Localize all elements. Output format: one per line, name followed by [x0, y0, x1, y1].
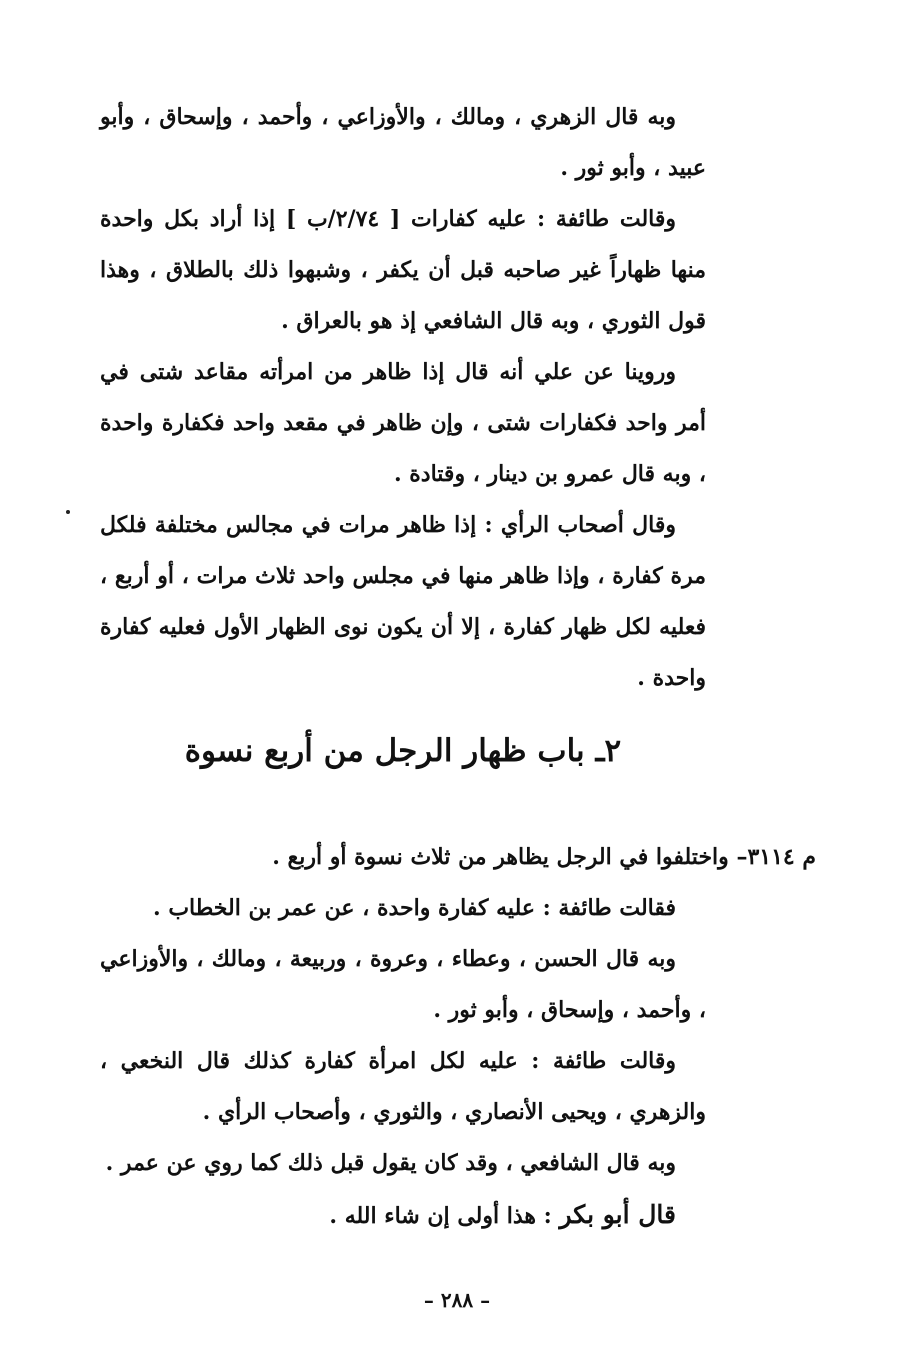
item-text: واختلفوا في الرجل يظاهر من ثلاث نسوة أو أربع .	[272, 844, 729, 870]
margin-dot	[66, 510, 70, 514]
paragraph-6: وبه قال الحسن ، وعطاء ، وعروة ، وربيعة ، ومالك ، والأوزاعي ، وأحمد ، وإسحاق ، وأبو ثور .	[100, 946, 706, 1023]
closing-line	[100, 1189, 706, 1242]
bottom-section	[100, 832, 816, 1242]
closing-text: : هذا أولى إن شاء الله .	[329, 1203, 552, 1229]
paragraph-7: وقالت طائفة : عليه لكل امرأة كفارة كذلك قال النخعي ، والزهري ، ويحيى الأنصاري ، والثوري ، وأصحاب الرأي .	[100, 1048, 706, 1125]
paragraph-5: فقالت طائفة : عليه كفارة واحدة ، عن عمر بن الخطاب .	[153, 895, 676, 921]
paragraph-4: وقال أصحاب الرأي : إذا ظاهر مرات في مجالس مختلفة فلكل مرة كفارة ، وإذا ظاهر منها في مجلس واحد ثلاث مرات ، أو أربع ، فعليه لكل ظهار كفارة ، إلا أن يكون نوى الظهار الأول فعليه كفارة واحدة .	[100, 512, 706, 691]
top-section	[100, 92, 706, 704]
chapter-heading: ٢ـ باب ظهار الرجل من أربع نسوة	[184, 733, 622, 769]
paragraph-1: وبه قال الزهري ، ومالك ، والأوزاعي ، وأحمد ، وإسحاق ، وأبو عبيد ، وأبو ثور .	[100, 104, 706, 181]
paragraph-3: وروينا عن علي أنه قال إذا ظاهر من امرأته مقاعد شتى في أمر واحد فكفارات شتى ، وإن ظاهر في مقعد واحد فكفارة واحدة ، وبه قال عمرو بن دينار ، وقتادة .	[100, 359, 706, 487]
paragraph-2: وقالت طائفة : عليه كفارات [ ٢/٧٤/ب ] إذا أراد بكل واحدة منها ظهاراً غير صاحبه قبل أن يكفر ، وشبهوا ذلك بالطلاق ، وهذا قول الثوري ، وبه قال الشافعي إذ هو بالعراق .	[100, 206, 706, 334]
item-line	[100, 832, 816, 883]
paragraph-8: وبه قال الشافعي ، وقد كان يقول قبل ذلك كما روي عن عمر .	[105, 1150, 676, 1176]
closing-speaker: قال أبو بكر	[559, 1200, 676, 1229]
page-number: – ٢٨٨ –	[423, 1288, 491, 1312]
item-number: م ٣١١٤–	[736, 844, 816, 870]
